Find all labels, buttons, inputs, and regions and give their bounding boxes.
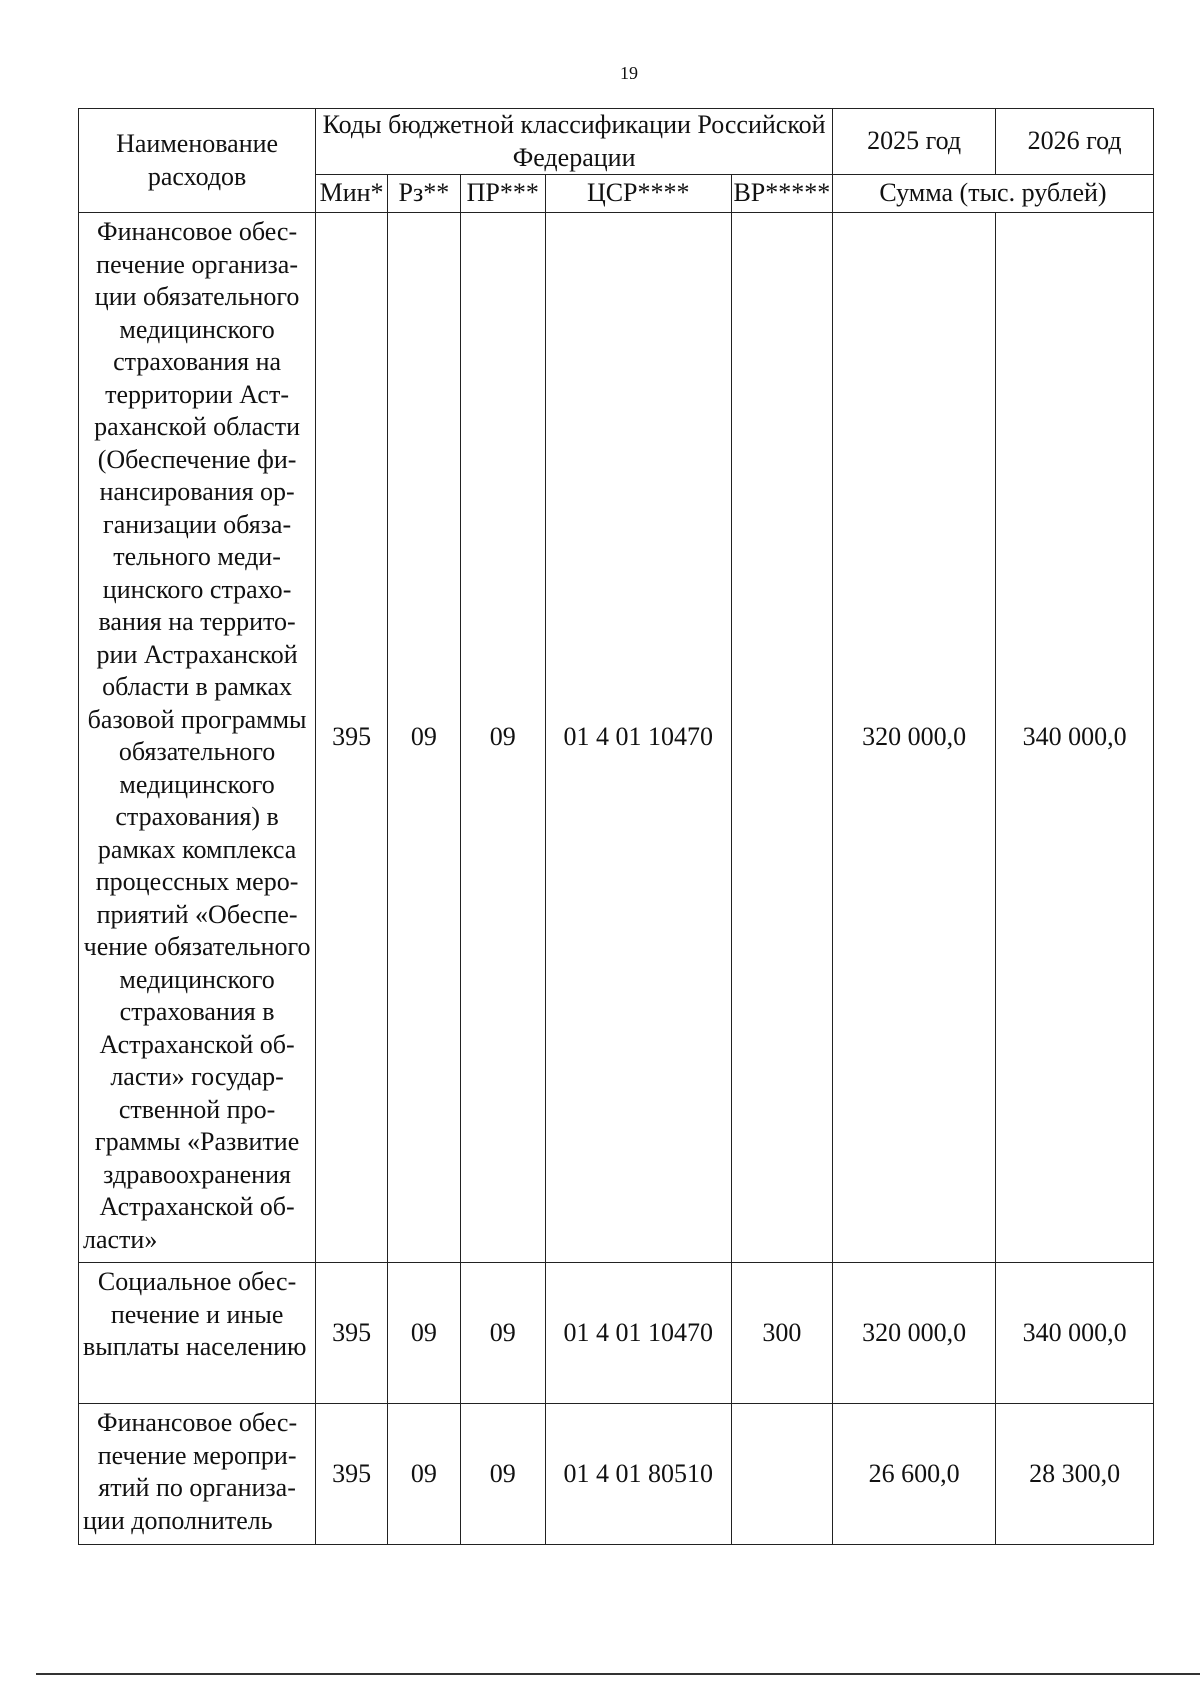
header-sum: Сумма (тыс. рублей) bbox=[833, 175, 1154, 213]
row-min: 395 bbox=[316, 1404, 388, 1545]
row-pr: 09 bbox=[460, 1404, 545, 1545]
table-row bbox=[79, 213, 1154, 1263]
row-name: Социальное обеспечение и иные выплаты населению bbox=[79, 1263, 316, 1404]
row-sum-2026: 28 300,0 bbox=[996, 1404, 1154, 1545]
row-sum-2026: 340 000,0 bbox=[996, 213, 1154, 1263]
footer-divider bbox=[36, 1673, 1200, 1675]
row-csr: 01 4 01 10470 bbox=[545, 213, 731, 1263]
row-pr: 09 bbox=[460, 213, 545, 1263]
row-sum-2026: 340 000,0 bbox=[996, 1263, 1154, 1404]
row-sum-2025: 320 000,0 bbox=[833, 1263, 996, 1404]
row-sum-2025: 320 000,0 bbox=[833, 213, 996, 1263]
table-row bbox=[79, 1404, 1154, 1545]
row-csr: 01 4 01 10470 bbox=[545, 1263, 731, 1404]
row-rz: 09 bbox=[387, 213, 460, 1263]
header-vr: ВР***** bbox=[731, 175, 832, 213]
page-number: 19 bbox=[620, 63, 638, 83]
row-name: Финансовое обеспечение мероприятий по организации дополнитель bbox=[79, 1404, 316, 1545]
row-name: Финансовое обеспечение организации обязательного медицинского страхования на территории Астраханской области (Обеспечение финансирования организации обязательного медицинского страхования на территории Астраханской области в рамках базовой программы обязательного медицинского страхования) в рамках комплекса процессных мероприятий «Обеспечение обязательного медицинского страхования в Астраханской области» государственной программы «Развитие здравоохранения Астраханской области» bbox=[79, 213, 316, 1263]
row-min: 395 bbox=[316, 1263, 388, 1404]
row-vr bbox=[731, 1404, 832, 1545]
header-rz: Рз** bbox=[387, 175, 460, 213]
row-vr bbox=[731, 213, 832, 1263]
row-sum-2025: 26 600,0 bbox=[833, 1404, 996, 1545]
header-name: Наименование расходов bbox=[79, 109, 316, 213]
header-csr: ЦСР**** bbox=[545, 175, 731, 213]
row-min: 395 bbox=[316, 213, 388, 1263]
header-codes-group: Коды бюджетной классификации Российской Федерации bbox=[316, 109, 833, 175]
table-row bbox=[79, 1263, 1154, 1404]
row-csr: 01 4 01 80510 bbox=[545, 1404, 731, 1545]
header-year-2026: 2026 год bbox=[996, 109, 1154, 175]
budget-table bbox=[78, 108, 1154, 1545]
row-vr: 300 bbox=[731, 1263, 832, 1404]
header-row-1 bbox=[79, 109, 1154, 175]
row-rz: 09 bbox=[387, 1263, 460, 1404]
header-pr: ПР*** bbox=[460, 175, 545, 213]
header-year-2025: 2025 год bbox=[833, 109, 996, 175]
header-min: Мин* bbox=[316, 175, 388, 213]
row-pr: 09 bbox=[460, 1263, 545, 1404]
row-rz: 09 bbox=[387, 1404, 460, 1545]
